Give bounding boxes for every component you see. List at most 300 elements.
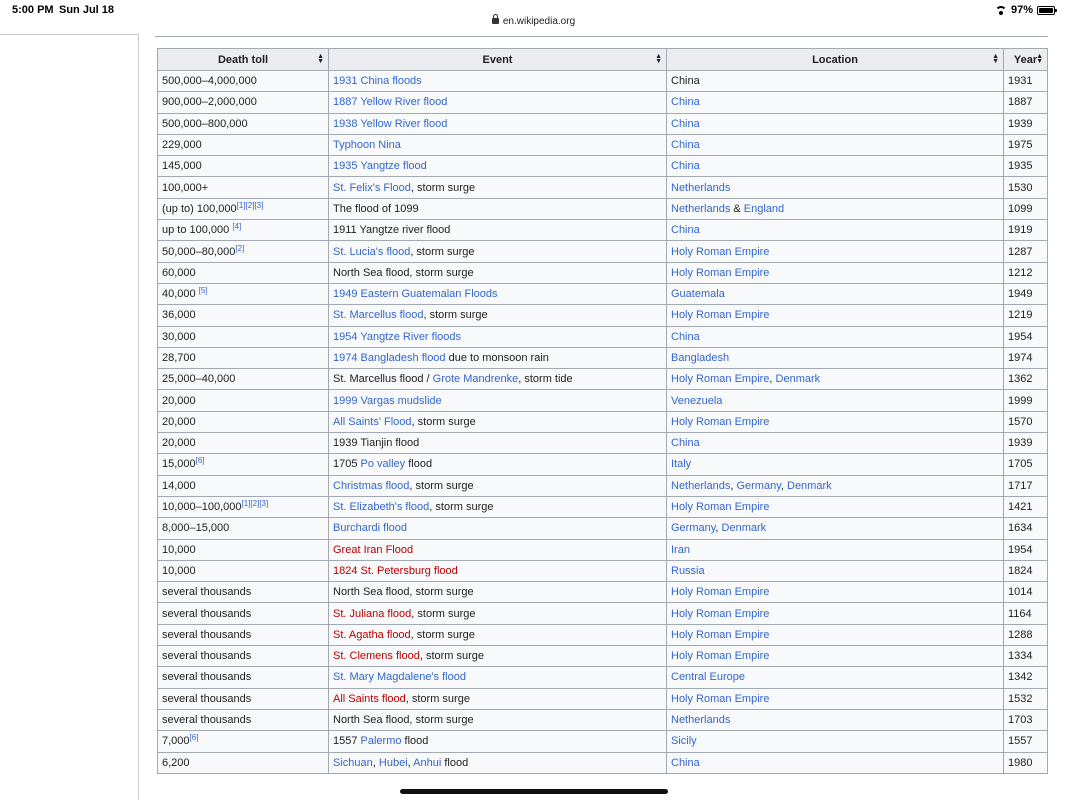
left-rail-top-border [0, 34, 138, 35]
cell-location [667, 347, 1004, 368]
cell-year: 1634 [1004, 518, 1048, 539]
wiki-redlink[interactable]: St. Juliana flood [333, 607, 412, 620]
table-row [158, 71, 1048, 92]
cell-event [329, 454, 667, 475]
cell-text: , [780, 479, 787, 492]
wiki-link[interactable]: St. Felix's Flood [333, 181, 411, 194]
wiki-link[interactable]: China [671, 756, 700, 769]
wiki-link[interactable]: St. Marcellus flood [333, 309, 424, 322]
wiki-link[interactable]: Holy Roman Empire [671, 650, 770, 663]
table-row [158, 496, 1048, 517]
cell-text: St. Marcellus flood / [333, 373, 433, 386]
cell-death-toll [158, 752, 329, 773]
wiki-link[interactable]: 1887 Yellow River flood [333, 96, 448, 109]
cell-location [667, 71, 1004, 92]
table-row [158, 433, 1048, 454]
wiki-link[interactable]: China [671, 139, 700, 152]
cell-death-toll [158, 220, 329, 241]
cell-text: 1705 [333, 458, 361, 471]
table-row [158, 92, 1048, 113]
cell-year: 1717 [1004, 475, 1048, 496]
cell-death-toll [158, 454, 329, 475]
table-row [158, 411, 1048, 432]
wiki-link[interactable]: Denmark [787, 479, 832, 492]
table-row [158, 156, 1048, 177]
wiki-link[interactable]: Bangladesh [671, 352, 730, 364]
cell-year: 1287 [1004, 241, 1048, 262]
cell-text: (up to) 100,000 [162, 202, 237, 215]
cell-year: 1949 [1004, 283, 1048, 304]
cell-location [667, 156, 1004, 177]
cell-event [329, 134, 667, 155]
cell-year: 1954 [1004, 539, 1048, 560]
cell-year: 1705 [1004, 454, 1048, 475]
table-header-row [158, 49, 1048, 71]
cell-year: 1532 [1004, 688, 1048, 709]
cell-year: 1975 [1004, 134, 1048, 155]
wiki-link[interactable]: 1931 China floods [333, 75, 422, 88]
cell-year: 1931 [1004, 71, 1048, 92]
cell-death-toll [158, 177, 329, 198]
cell-death-toll [158, 496, 329, 517]
table-row [158, 667, 1048, 688]
cell-text: several thousands [162, 671, 252, 684]
wiki-link[interactable]: 1949 Eastern Guatemalan Floods [333, 288, 498, 301]
cell-text: several thousands [162, 650, 252, 663]
cell-text: due to monsoon rain [445, 352, 549, 364]
header-event[interactable] [329, 49, 667, 71]
left-rail-divider [138, 34, 139, 800]
cell-text: , storm surge [410, 628, 475, 641]
wiki-link[interactable]: 1938 Yellow River flood [333, 117, 448, 130]
cell-text: 14,000 [162, 479, 196, 492]
wiki-link[interactable]: All Saints' Flood [333, 415, 412, 428]
cell-year: 1887 [1004, 92, 1048, 113]
wiki-redlink[interactable]: Great Iran Flood [333, 543, 414, 556]
cell-text: , [730, 479, 737, 492]
floods-table [157, 48, 1048, 774]
wiki-link[interactable]: China [671, 330, 700, 343]
wiki-link[interactable]: Grote Mandrenke [432, 373, 519, 386]
wiki-link[interactable]: Russia [671, 564, 705, 577]
cell-location [667, 177, 1004, 198]
wiki-link[interactable]: Holy Roman Empire [671, 586, 770, 599]
wiki-link[interactable]: Anhui [413, 756, 442, 769]
wiki-link[interactable]: Holy Roman Empire [671, 309, 770, 322]
cell-text: 900,000–2,000,000 [162, 96, 257, 109]
cell-year: 1980 [1004, 752, 1048, 773]
cell-event [329, 518, 667, 539]
cell-year: 1164 [1004, 603, 1048, 624]
cell-year: 1954 [1004, 326, 1048, 347]
cell-year: 1824 [1004, 560, 1048, 581]
cell-death-toll [158, 433, 329, 454]
cell-location [667, 731, 1004, 752]
wiki-link[interactable]: Christmas flood [333, 479, 410, 492]
cell-death-toll [158, 134, 329, 155]
cell-text: , storm surge [411, 415, 476, 428]
cell-text: China [671, 75, 700, 88]
wiki-link[interactable]: England [743, 202, 785, 215]
sort-arrows-icon[interactable]: ▲ ▼ [655, 53, 662, 65]
cell-text: 10,000–100,000 [162, 501, 242, 514]
sort-arrows-icon[interactable]: ▲ ▼ [992, 53, 999, 65]
cell-event [329, 752, 667, 773]
wiki-link[interactable]: China [671, 224, 700, 237]
cell-text: several thousands [162, 586, 252, 599]
cell-event [329, 624, 667, 645]
table-row [158, 283, 1048, 304]
cell-location [667, 624, 1004, 645]
cell-event [329, 496, 667, 517]
citation-link[interactable]: [5] [198, 286, 208, 296]
cell-death-toll [158, 539, 329, 560]
cell-death-toll [158, 369, 329, 390]
table-row [158, 113, 1048, 134]
table-row [158, 369, 1048, 390]
table-row [158, 262, 1048, 283]
wiki-link[interactable]: China [671, 437, 700, 450]
cell-location [667, 220, 1004, 241]
cell-location [667, 475, 1004, 496]
cell-text: & [730, 202, 744, 215]
cell-text: North Sea flood, storm surge [333, 586, 474, 599]
wiki-link[interactable]: Denmark [775, 373, 821, 386]
wifi-icon [995, 6, 1007, 15]
table-row [158, 603, 1048, 624]
cell-text: , storm surge [411, 607, 476, 620]
wiki-link[interactable]: Holy Roman Empire [671, 245, 770, 258]
wiki-redlink[interactable]: St. Agatha flood [333, 628, 411, 641]
cell-death-toll [158, 411, 329, 432]
cell-event [329, 177, 667, 198]
cell-death-toll [158, 92, 329, 113]
cell-event [329, 283, 667, 304]
wiki-redlink[interactable]: St. Clemens flood [333, 650, 420, 663]
cell-death-toll [158, 667, 329, 688]
cell-death-toll [158, 347, 329, 368]
table-row [158, 624, 1048, 645]
table-row [158, 752, 1048, 773]
cell-location [667, 262, 1004, 283]
table-row [158, 582, 1048, 603]
cell-event [329, 347, 667, 368]
sort-arrows-icon[interactable]: ▲ ▼ [317, 53, 324, 65]
wiki-link[interactable]: Holy Roman Empire [671, 415, 770, 428]
cell-text: flood [441, 756, 469, 769]
cell-year: 1999 [1004, 390, 1048, 411]
cell-text: , storm surge [419, 650, 485, 663]
citation-link[interactable]: [1][2][3] [236, 200, 264, 210]
wiki-link[interactable]: 1954 Yangtze River floods [333, 330, 462, 343]
wiki-link[interactable]: Germany [736, 479, 781, 492]
cell-year: 1334 [1004, 646, 1048, 667]
wiki-link[interactable]: Netherlands [671, 714, 731, 727]
wiki-link[interactable]: St. Elizabeth's flood [333, 501, 430, 514]
table-row [158, 198, 1048, 219]
cell-year: 1212 [1004, 262, 1048, 283]
cell-text: , storm surge [409, 479, 474, 492]
cell-location [667, 667, 1004, 688]
cell-event [329, 220, 667, 241]
cell-text: 60,000 [162, 266, 196, 279]
cell-death-toll [158, 113, 329, 134]
wiki-link[interactable]: Po valley [360, 458, 406, 471]
cell-event [329, 539, 667, 560]
cell-text: flood [401, 735, 429, 748]
wiki-redlink[interactable]: All Saints flood [333, 692, 406, 705]
cell-text: 8,000–15,000 [162, 522, 230, 535]
cell-text: several thousands [162, 692, 252, 705]
cell-text: , storm tide [518, 373, 573, 386]
cell-event [329, 709, 667, 730]
cell-event [329, 646, 667, 667]
wiki-link[interactable]: 1999 Vargas mudslide [333, 394, 442, 407]
cell-location [667, 390, 1004, 411]
cell-text: 25,000–40,000 [162, 373, 236, 386]
table-body [158, 71, 1048, 774]
cell-location [667, 582, 1004, 603]
table-row [158, 709, 1048, 730]
cell-year: 1919 [1004, 220, 1048, 241]
address-bar[interactable] [0, 16, 1067, 27]
cell-location [667, 560, 1004, 581]
table-row [158, 326, 1048, 347]
cell-year: 1530 [1004, 177, 1048, 198]
table-row [158, 390, 1048, 411]
table-row [158, 475, 1048, 496]
cell-location [667, 113, 1004, 134]
wiki-link[interactable]: Central Europe [671, 671, 745, 684]
cell-location [667, 241, 1004, 262]
cell-text: , storm surge [405, 692, 470, 705]
citation-link[interactable]: [4] [232, 222, 242, 232]
wiki-link[interactable]: St. Lucia's flood [333, 245, 411, 258]
cell-location [667, 326, 1004, 347]
address-url: en.wikipedia.org [502, 16, 576, 27]
cell-text: 500,000–4,000,000 [162, 75, 257, 88]
wiki-link[interactable]: China [671, 117, 700, 130]
cell-text: several thousands [162, 628, 252, 641]
cell-text: 20,000 [162, 437, 196, 450]
cell-location [667, 134, 1004, 155]
cell-location [667, 433, 1004, 454]
header-label: Death toll [217, 53, 269, 66]
wiki-link[interactable]: Denmark [721, 522, 767, 535]
wiki-link[interactable]: China [671, 160, 700, 173]
status-indicators [995, 4, 1055, 16]
cell-text: The flood of 1099 [333, 202, 419, 215]
cell-location [667, 283, 1004, 304]
cell-year: 1219 [1004, 305, 1048, 326]
wiki-link[interactable]: Netherlands [671, 479, 731, 492]
cell-location [667, 646, 1004, 667]
citation-link[interactable]: [1][2][3] [241, 499, 269, 509]
cell-text: 50,000–80,000 [162, 245, 236, 258]
wiki-link[interactable]: Sichuan [333, 756, 373, 769]
cell-year: 1557 [1004, 731, 1048, 752]
cell-location [667, 496, 1004, 517]
wiki-link[interactable]: Netherlands [671, 202, 731, 215]
table-row [158, 305, 1048, 326]
cell-event [329, 475, 667, 496]
cell-text: , storm surge [410, 245, 475, 258]
wiki-link[interactable]: St. Mary Magdalene's flood [333, 671, 466, 684]
table-row [158, 539, 1048, 560]
wiki-link[interactable]: Sicily [671, 735, 697, 748]
cell-text: several thousands [162, 607, 252, 620]
cell-text: North Sea flood, storm surge [333, 266, 474, 279]
cell-event [329, 688, 667, 709]
cell-text: , [407, 756, 414, 769]
cell-event [329, 560, 667, 581]
cell-text: , [372, 756, 379, 769]
wiki-link[interactable]: Palermo [360, 735, 402, 748]
cell-text: 40,000 [162, 288, 199, 301]
wiki-link[interactable]: Holy Roman Empire [671, 501, 770, 514]
cell-text: 28,700 [162, 352, 196, 364]
citation-link[interactable]: [6] [195, 456, 205, 466]
cell-death-toll [158, 262, 329, 283]
cell-location [667, 752, 1004, 773]
cell-text: , storm surge [423, 309, 488, 322]
cell-text: North Sea flood, storm surge [333, 714, 474, 727]
battery-icon [1037, 6, 1055, 15]
cell-year: 1014 [1004, 582, 1048, 603]
ios-status-bar [0, 0, 1067, 27]
cell-death-toll [158, 560, 329, 581]
battery-percent: 97% [1010, 4, 1033, 16]
header-year[interactable] [1004, 49, 1048, 71]
citation-link[interactable]: [6] [189, 733, 199, 743]
cell-text: 20,000 [162, 415, 196, 428]
wiki-redlink[interactable]: 1824 St. Petersburg flood [333, 564, 458, 577]
cell-death-toll [158, 475, 329, 496]
wiki-link[interactable]: Holy Roman Empire [671, 266, 770, 279]
wiki-link[interactable]: Germany [671, 522, 716, 535]
cell-death-toll [158, 198, 329, 219]
status-date: Sun Jul 18 [59, 4, 115, 16]
wiki-link[interactable]: Guatemala [671, 288, 725, 301]
cell-text: up to 100,000 [162, 224, 233, 237]
cell-year: 1974 [1004, 347, 1048, 368]
status-time: 5:00 PM [12, 4, 54, 16]
cell-location [667, 454, 1004, 475]
cell-year: 1939 [1004, 433, 1048, 454]
battery-fill [1039, 8, 1053, 13]
cell-event [329, 731, 667, 752]
cell-year: 1342 [1004, 667, 1048, 688]
cell-year: 1939 [1004, 113, 1048, 134]
cell-death-toll [158, 305, 329, 326]
header-label: Location [812, 53, 858, 66]
wiki-link[interactable]: Holy Roman Empire [671, 628, 770, 641]
cell-event [329, 156, 667, 177]
cell-death-toll [158, 624, 329, 645]
cell-text: 1939 Tianjin flood [333, 437, 420, 450]
cell-death-toll [158, 156, 329, 177]
cell-event [329, 582, 667, 603]
cell-text: 15,000 [162, 458, 196, 471]
wiki-link[interactable]: China [671, 96, 700, 109]
wiki-link[interactable]: Italy [671, 458, 692, 471]
section-divider [155, 36, 1048, 37]
table-row [158, 177, 1048, 198]
cell-death-toll [158, 688, 329, 709]
cell-location [667, 369, 1004, 390]
cell-location [667, 518, 1004, 539]
cell-location [667, 411, 1004, 432]
table-row [158, 220, 1048, 241]
cell-event [329, 92, 667, 113]
cell-event [329, 326, 667, 347]
citation-link[interactable]: [2] [235, 243, 245, 253]
wiki-link[interactable]: Venezuela [671, 394, 723, 407]
cell-text: 500,000–800,000 [162, 117, 248, 130]
cell-text: 145,000 [162, 160, 202, 173]
cell-text: 10,000 [162, 564, 196, 577]
table-row [158, 347, 1048, 368]
cell-location [667, 198, 1004, 219]
cell-text: 100,000+ [162, 181, 209, 194]
cell-event [329, 369, 667, 390]
wiki-link[interactable]: Holy Roman Empire [671, 692, 770, 705]
cell-death-toll [158, 283, 329, 304]
cell-death-toll [158, 241, 329, 262]
cell-death-toll [158, 390, 329, 411]
wiki-link[interactable]: Netherlands [671, 181, 731, 194]
wiki-link[interactable]: Typhoon Nina [333, 139, 401, 152]
table-row [158, 518, 1048, 539]
cell-location [667, 709, 1004, 730]
wiki-link[interactable]: 1974 Bangladesh flood [333, 352, 446, 364]
cell-event [329, 262, 667, 283]
wiki-link[interactable]: Holy Roman Empire [671, 373, 770, 386]
table-row [158, 646, 1048, 667]
cell-location [667, 688, 1004, 709]
cell-text: 36,000 [162, 309, 196, 322]
wiki-link[interactable]: Iran [671, 543, 690, 556]
cell-text: several thousands [162, 714, 252, 727]
sort-arrows-icon[interactable]: ▲ ▼ [1036, 53, 1043, 65]
cell-event [329, 433, 667, 454]
cell-text: , storm surge [410, 181, 476, 194]
cell-death-toll [158, 646, 329, 667]
lock-icon [492, 18, 499, 24]
cell-event [329, 411, 667, 432]
wiki-link[interactable]: Holy Roman Empire [671, 607, 770, 620]
cell-event [329, 71, 667, 92]
cell-year: 1570 [1004, 411, 1048, 432]
cell-year: 1703 [1004, 709, 1048, 730]
cell-death-toll [158, 603, 329, 624]
cell-text: 6,200 [162, 756, 190, 769]
wiki-link[interactable]: 1935 Yangtze flood [333, 160, 427, 173]
header-location[interactable] [667, 49, 1004, 71]
header-death-toll[interactable] [158, 49, 329, 71]
table-row [158, 688, 1048, 709]
cell-death-toll [158, 731, 329, 752]
cell-year: 1362 [1004, 369, 1048, 390]
cell-year: 1099 [1004, 198, 1048, 219]
wiki-link[interactable]: Burchardi flood [333, 522, 407, 535]
cell-event [329, 603, 667, 624]
table-row [158, 241, 1048, 262]
wiki-link[interactable]: Hubei [378, 756, 408, 769]
cell-text: 229,000 [162, 139, 202, 152]
home-indicator[interactable] [400, 789, 668, 794]
cell-year: 1935 [1004, 156, 1048, 177]
